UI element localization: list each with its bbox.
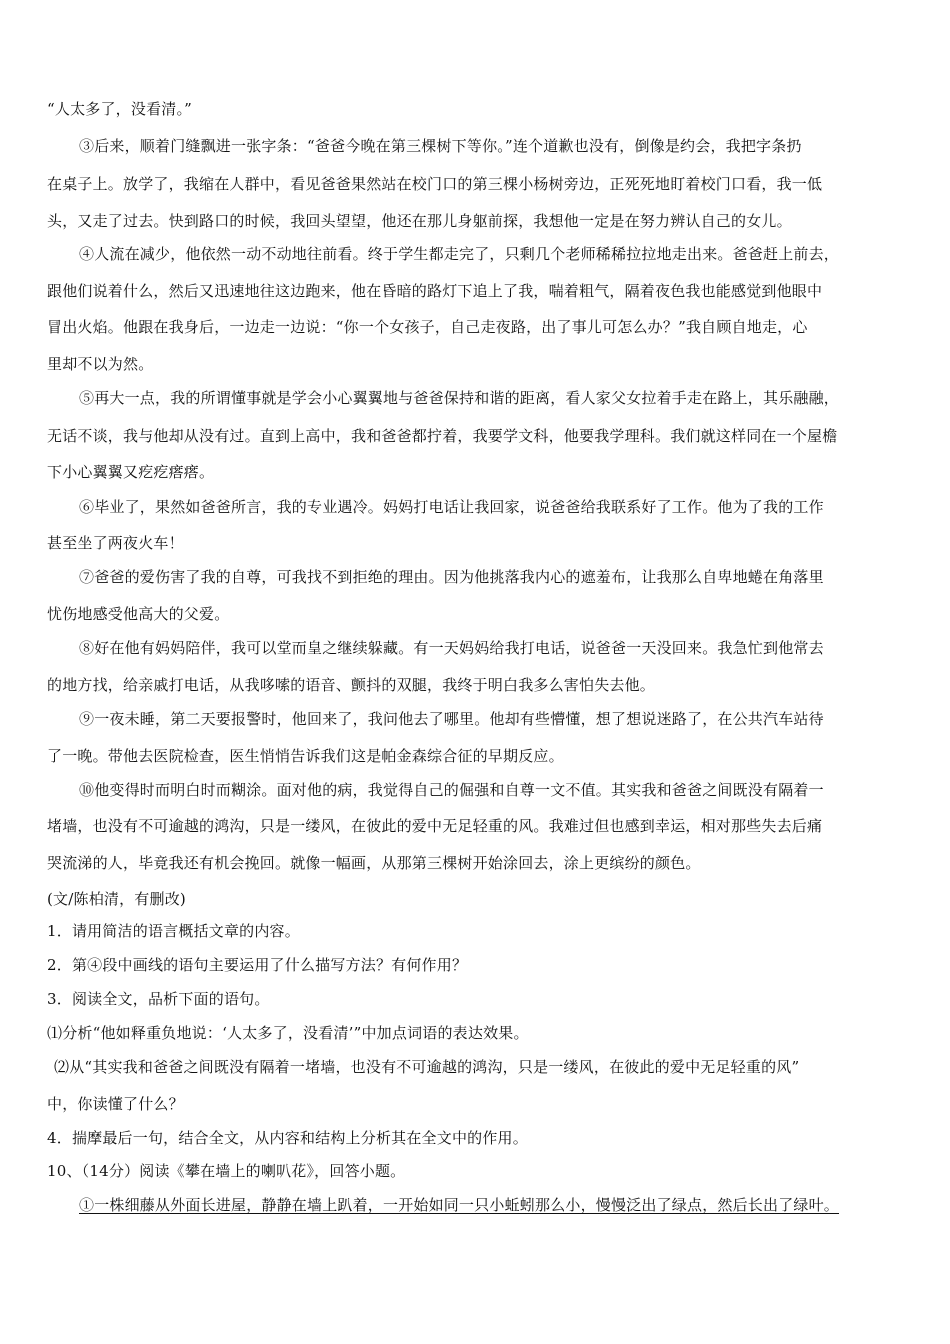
question-1: 1．请用简洁的语言概括文章的内容。	[47, 922, 300, 940]
text-line: ⑨一夜未睡，第二天要报警时，他回来了，我问他去了哪里。他却有些懵懂，想了想说迷路了，在公共汽车站待	[79, 710, 824, 728]
text-line: 头，又走了过去。快到路口的时候，我回头望望，他还在那儿身躯前探，我想他一定是在努力辨认自己的女儿。	[47, 212, 792, 230]
text-line: 中，你读懂了什么？	[47, 1095, 184, 1113]
text-line: 下小心翼翼又疙疙瘩瘩。	[47, 463, 215, 481]
text-line: 哭流涕的人，毕竟我还有机会挽回。就像一幅画，从那第三棵树开始涂回去，涂上更缤纷的颜色。	[47, 854, 701, 872]
text-line: 里却不以为然。	[47, 355, 154, 373]
text-line: “人太多了，没看清。”	[47, 100, 193, 118]
text-line: 忧伤地感受他高大的父爱。	[47, 605, 230, 623]
text-line: 堵墙，也没有不可逾越的鸿沟，只是一缕风，在彼此的爱中无足轻重的风。我难过但也感到幸运，相对那些失去后痛	[47, 817, 823, 835]
question-3: 3．阅读全文，品析下面的语句。	[47, 990, 270, 1008]
text-line: 的地方找，给亲戚打电话，从我哆嗦的语音、颤抖的双腿，我终于明白我多么害怕失去他。	[47, 676, 656, 694]
text-line: 在桌子上。放学了，我缩在人群中，看见爸爸果然站在校门口的第三棵小杨树旁边，正死死地盯着校门口看，我一低	[47, 175, 823, 193]
text-line: ④人流在减少，他依然一动不动地往前看。终于学生都走完了，只剩几个老师稀稀拉拉地走出来。爸爸赶上前去，	[79, 245, 840, 263]
underlined-text-line: ①一株细藤从外面长进屋，静静在墙上趴着，一开始如同一只小蚯蚓那么小，慢慢泛出了绿点，然后长出了绿叶。	[79, 1196, 840, 1214]
question-2: 2．第④段中画线的语句主要运用了什么描写方法？有何作用？	[47, 956, 468, 974]
text-line: 冒出火焰。他跟在我身后，一边走一边说：“你一个女孩子，自己走夜路，出了事儿可怎么办？”我自顾自地走，心	[47, 318, 808, 336]
question-3-part-1: ⑴分析“他如释重负地说：‘人太多了，没看清’”中加点词语的表达效果。	[47, 1024, 529, 1042]
text-line: ⑧好在他有妈妈陪伴，我可以堂而皇之继续躲藏。有一天妈妈给我打电话，说爸爸一天没回来。我急忙到他常去	[79, 639, 824, 657]
text-line: (文/陈柏清，有删改)	[47, 890, 186, 908]
question-4: 4．揣摩最后一句，结合全文，从内容和结构上分析其在全文中的作用。	[47, 1129, 528, 1147]
text-line: 甚至坐了两夜火车！	[47, 534, 184, 552]
text-line: ⑩他变得时而明白时而糊涂。面对他的病，我觉得自己的倔强和自尊一文不值。其实我和爸爸之间既没有隔着一	[79, 781, 824, 799]
text-line: ③后来，顺着门缝飘进一张字条：“爸爸今晚在第三棵树下等你。”连个道歉也没有，倒像是约会，我把字条扔	[79, 137, 802, 155]
question-3-part-2: ⑵从“其实我和爸爸之间既没有隔着一堵墙，也没有不可逾越的鸿沟，只是一缕风，在彼此的爱中无足轻重的风”	[54, 1058, 800, 1076]
text-line: 无话不谈，我与他却从没有过。直到上高中，我和爸爸都拧着，我要学文科，他要我学理科。我们就这样同在一个屋檐	[47, 427, 838, 445]
section-10-heading: 10、（14分）阅读《攀在墙上的喇叭花》，回答小题。	[47, 1162, 406, 1180]
text-line: ⑤再大一点，我的所谓懂事就是学会小心翼翼地与爸爸保持和谐的距离，看人家父女拉着手走在路上，其乐融融，	[79, 389, 840, 407]
text-line: 跟他们说着什么，然后又迅速地往这边跑来，他在昏暗的路灯下追上了我，喘着粗气，隔着夜色我也能感觉到他眼中	[47, 282, 823, 300]
text-line: 了一晚。带他去医院检查，医生悄悄告诉我们这是帕金森综合征的早期反应。	[47, 747, 564, 765]
text-line: ⑥毕业了，果然如爸爸所言，我的专业遇冷。妈妈打电话让我回家，说爸爸给我联系好了工作。他为了我的工作	[79, 498, 824, 516]
text-line: ⑦爸爸的爱伤害了我的自尊，可我找不到拒绝的理由。因为他挑落我内心的遮羞布，让我那么自卑地蜷在角落里	[79, 568, 824, 586]
